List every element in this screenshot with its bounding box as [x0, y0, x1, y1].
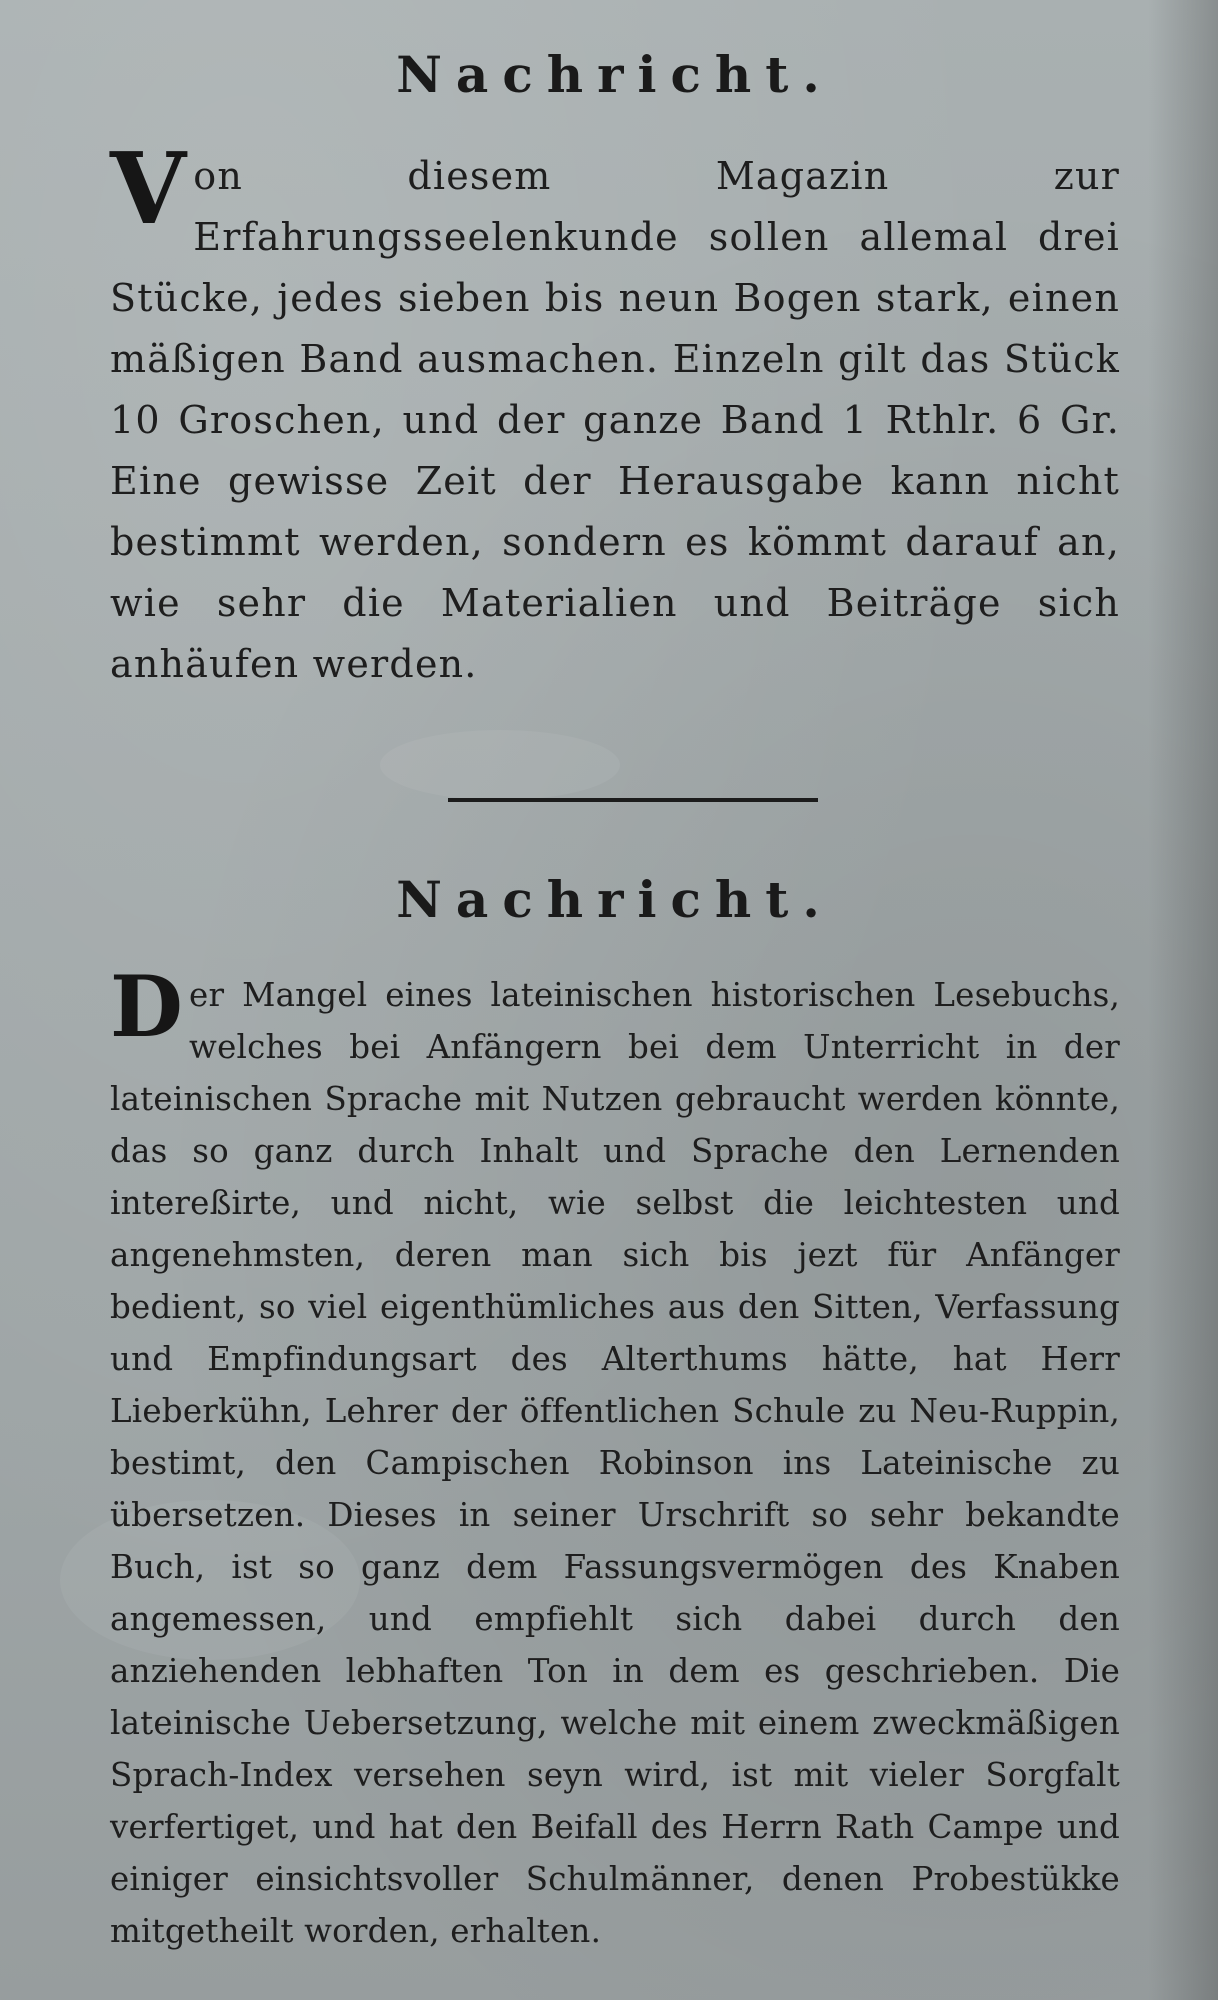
drop-cap: V	[110, 132, 188, 247]
notice-top	[110, 45, 1120, 695]
notice-paragraph	[110, 132, 1120, 695]
paper-stain	[380, 730, 620, 800]
notice-bottom	[110, 870, 1120, 1957]
notice-paragraph	[110, 957, 1120, 1957]
section-divider	[448, 798, 818, 802]
notice-title: Nachricht.	[396, 45, 834, 104]
drop-cap: D	[110, 957, 184, 1056]
notice-text: on diesem Magazin zur Erfahrungsseelenkunde sollen allemal drei Stücke, jedes sieben bis neun Bogen stark, einen mäßigen Band ausmachen. Einzeln gilt das Stück 10 Groschen, und der ganze Band 1 Rthlr. 6 Gr. Eine gewisse Zeit der Herausgabe kann nicht bestimmt werden, sondern es kömmt darauf an, wie sehr die Materialien und Beiträge sich anhäufen werden.	[110, 154, 1120, 686]
notice-text: er Mangel eines lateinischen historischen Lesebuchs, welches bei Anfängern bei dem Unterricht in der lateinischen Sprache mit Nutzen gebraucht werden könnte, das so ganz durch Inhalt und Sprache den Lernenden intereßirte, und nicht, wie selbst die leichtesten und angenehmsten, deren man sich bis jezt für Anfänger bedient, so viel eigenthümliches aus den Sitten, Verfassung und Empfindungsart des Alterthums hätte, hat Herr Lieberkühn, Lehrer der öffentlichen Schule zu Neu-Ruppin, bestimt, den Campischen Robinson ins Lateinische zu übersetzen. Dieses in seiner Urschrift so sehr bekandte Buch, ist so ganz dem Fassungsvermögen des Knaben angemessen, und empfiehlt sich dabei durch den anziehenden lebhaften Ton in dem es geschrieben. Die lateinische Uebersetzung, welche mit einem zweckmäßigen Sprach-Index versehen seyn wird, ist mit vieler Sorgfalt verfertiget, und hat den Beifall des Herrn Rath Campe und einiger einsichtsvoller Schulmänner, denen Probestükke mitgetheilt worden, erhalten.	[110, 976, 1120, 1950]
notice-title: Nachricht.	[396, 870, 834, 929]
